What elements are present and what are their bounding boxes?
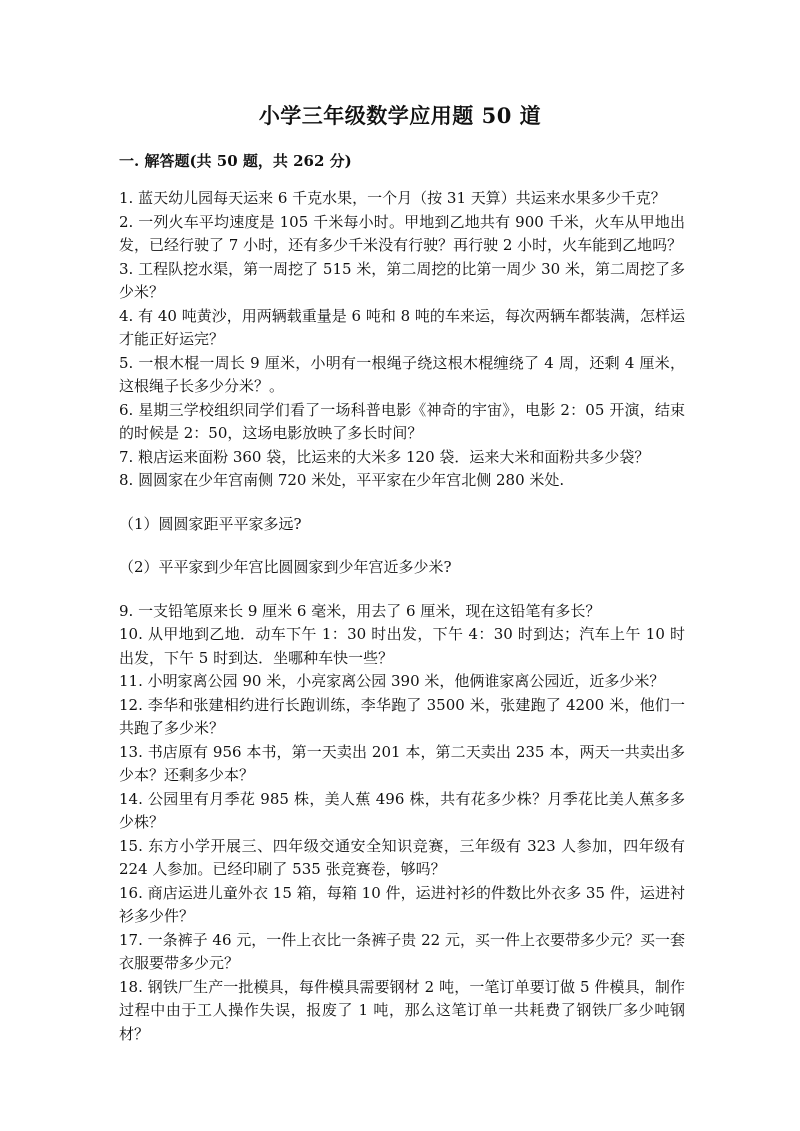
question-item: 4. 有 40 吨黄沙，用两辆载重量是 6 吨和 8 吨的车来运，每次两辆车都装满，怎样运才能正好运完？ — [119, 306, 685, 348]
question-item: 11. 小明家离公园 90 米，小亮家离公园 390 米，他俩谁家离公园近，近多少米？ — [119, 672, 665, 690]
question-item: 18. 钢铁厂生产一批模具，每件模具需要钢材 2 吨，一笔订单要订做 5 件模具，制作过程中由于工人操作失误，报废了 1 吨，那么这笔订单一共耗费了钢铁厂多少吨钢材？ — [119, 977, 685, 1043]
question-item: 9. 一支铅笔原来长 9 厘米 6 毫米，用去了 6 厘米，现在这铅笔有多长？ — [119, 601, 601, 620]
question-item: 12. 李华和张建相约进行长跑训练，李华跑了 3500 米，张建跑了 4200 米，他们一共跑了多少米？ — [119, 695, 685, 737]
sub-question: （2）平平家到少年宫比圆圆家到少年宫近多少米? — [119, 558, 452, 576]
question-item: 8. 圆圆家在少年宫南侧 720 米处，平平家在少年宫北侧 280 米处. — [119, 471, 565, 489]
question-item: 2. 一列火车平均速度是 105 千米每小时。甲地到乙地共有 900 千米，火车从甲地出发，已经行驶了 7 小时，还有多少千米没有行驶？再行驶 2 小时，火车能到乙地吗？ — [119, 212, 685, 254]
sub-question: （1）圆圆家距平平家多远? — [119, 514, 302, 533]
question-item: 3. 工程队挖水渠，第一周挖了 515 米，第二周挖的比第一周少 30 米，第二周挖了多少米？ — [119, 259, 685, 301]
question-item: 7. 粮店运来面粉 360 袋，比运来的大米多 120 袋．运来大米和面粉共多少袋？ — [119, 447, 650, 466]
question-item: 14. 公园里有月季花 985 株，美人蕉 496 株，共有花多少株？月季花比美人蕉多多少株？ — [119, 789, 685, 831]
question-list — [119, 187, 685, 1046]
page-title: 小学三年级数学应用题 50 道 — [258, 103, 542, 128]
question-item: 13. 书店原有 956 本书，第一天卖出 201 本，第二天卖出 235 本，两天一共卖出多少本？还剩多少本？ — [119, 742, 685, 784]
section-heading: 一. 解答题(共 50 题，共 262 分) — [119, 152, 352, 170]
question-item: 1. 蓝天幼儿园每天运来 6 千克水果，一个月（按 31 天算）共运来水果多少千克？ — [119, 189, 666, 207]
question-item: 15. 东方小学开展三、四年级交通安全知识竞赛，三年级有 323 人参加，四年级有 224 人参加。已经印刷了 535 张竞赛卷，够吗？ — [119, 836, 685, 878]
question-item: 16. 商店运进儿童外衣 15 箱，每箱 10 件，运进衬衫的件数比外衣多 35 件，运进衬衫多少件？ — [119, 883, 685, 925]
question-item: 17. 一条裤子 46 元，一件上衣比一条裤子贵 22 元，买一件上衣要带多少元？买一套衣服要带多少元？ — [119, 930, 685, 972]
question-item: 5. 一根木棍一周长 9 厘米，小明有一根绳子绕这根木棍缠绕了 4 周，还剩 4 厘米，这根绳子长多少分米？。 — [119, 353, 685, 395]
question-item: 6. 星期三学校组织同学们看了一场科普电影《神奇的宇宙》，电影 2：05 开演，结束的时候是 2：50，这场电影放映了多长时间？ — [119, 400, 685, 442]
question-item: 10. 从甲地到乙地．动车下午 1：30 时出发，下午 4：30 时到达；汽车上午 10 时出发，下午 5 时到达．坐哪种车快一些？ — [119, 625, 685, 667]
